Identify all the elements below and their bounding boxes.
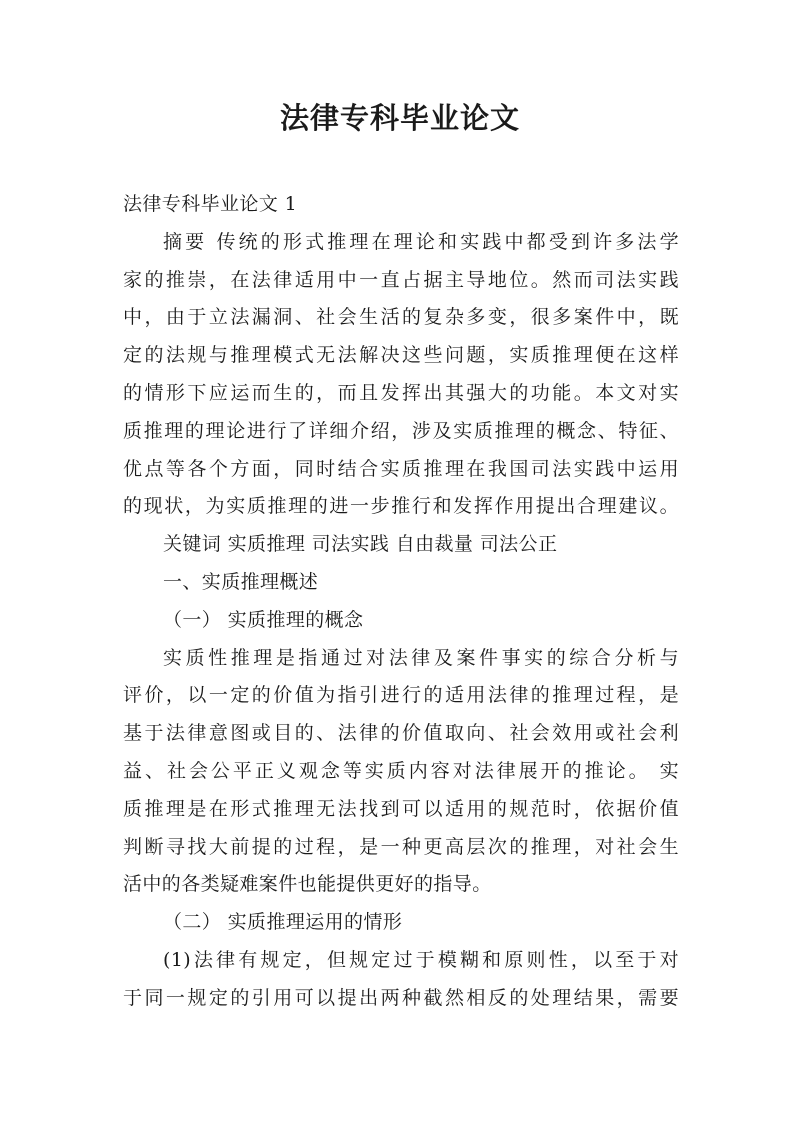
text-line: 的情形下应运而生的，而且发挥出其强大的功能。本文对实 [123, 381, 679, 404]
text-line: 的现状，为实质推理的进一步推行和发挥作用提出合理建议。 [123, 495, 679, 518]
text-line: （一） 实质推理的概念 [163, 608, 364, 631]
text-line: 实质性推理是指通过对法律及案件事实的综合分析与 [163, 646, 679, 669]
text-line: 活中的各类疑难案件也能提供更好的指导。 [123, 873, 492, 896]
text-line: 于同一规定的引用可以提出两种截然相反的处理结果，需要 [123, 986, 679, 1009]
text-line: 基于法律意图或目的、法律的价值取向、社会效用或社会利 [123, 722, 679, 745]
document-body [123, 186, 679, 1018]
text-line: 优点等各个方面，同时结合实质推理在我国司法实践中运用 [123, 457, 679, 480]
text-line: 关键词 实质推理 司法实践 自由裁量 司法公正 [163, 533, 558, 556]
text-line: 评价，以一定的价值为指引进行的适用法律的推理过程，是 [123, 684, 679, 707]
text-line: 质推理的理论进行了详细介绍，涉及实质推理的概念、特征、 [123, 419, 679, 442]
text-line: 益、社会公平正义观念等实质内容对法律展开的推论。 实 [123, 759, 679, 782]
text-line: (1)法律有规定，但规定过于模糊和原则性，以至于对 [163, 948, 679, 971]
text-line: 定的法规与推理模式无法解决这些问题，实质推理便在这样 [123, 344, 679, 367]
text-line: 摘要 传统的形式推理在理论和实践中都受到许多法学 [163, 230, 679, 253]
text-line: 判断寻找大前提的过程，是一种更高层次的推理，对社会生 [123, 835, 679, 858]
document-title: 法律专科毕业论文 [279, 101, 520, 135]
text-line: 法律专科毕业论文 1 [123, 193, 298, 215]
text-line: 一、实质推理概述 [163, 570, 319, 593]
text-line: 家的推崇，在法律适用中一直占据主导地位。然而司法实践 [123, 268, 679, 291]
text-line: 质推理是在形式推理无法找到可以适用的规范时，依据价值 [123, 797, 679, 820]
text-line: 中，由于立法漏洞、社会生活的复杂多变，很多案件中，既 [123, 306, 679, 329]
text-line: （二） 实质推理运用的情形 [163, 911, 403, 934]
